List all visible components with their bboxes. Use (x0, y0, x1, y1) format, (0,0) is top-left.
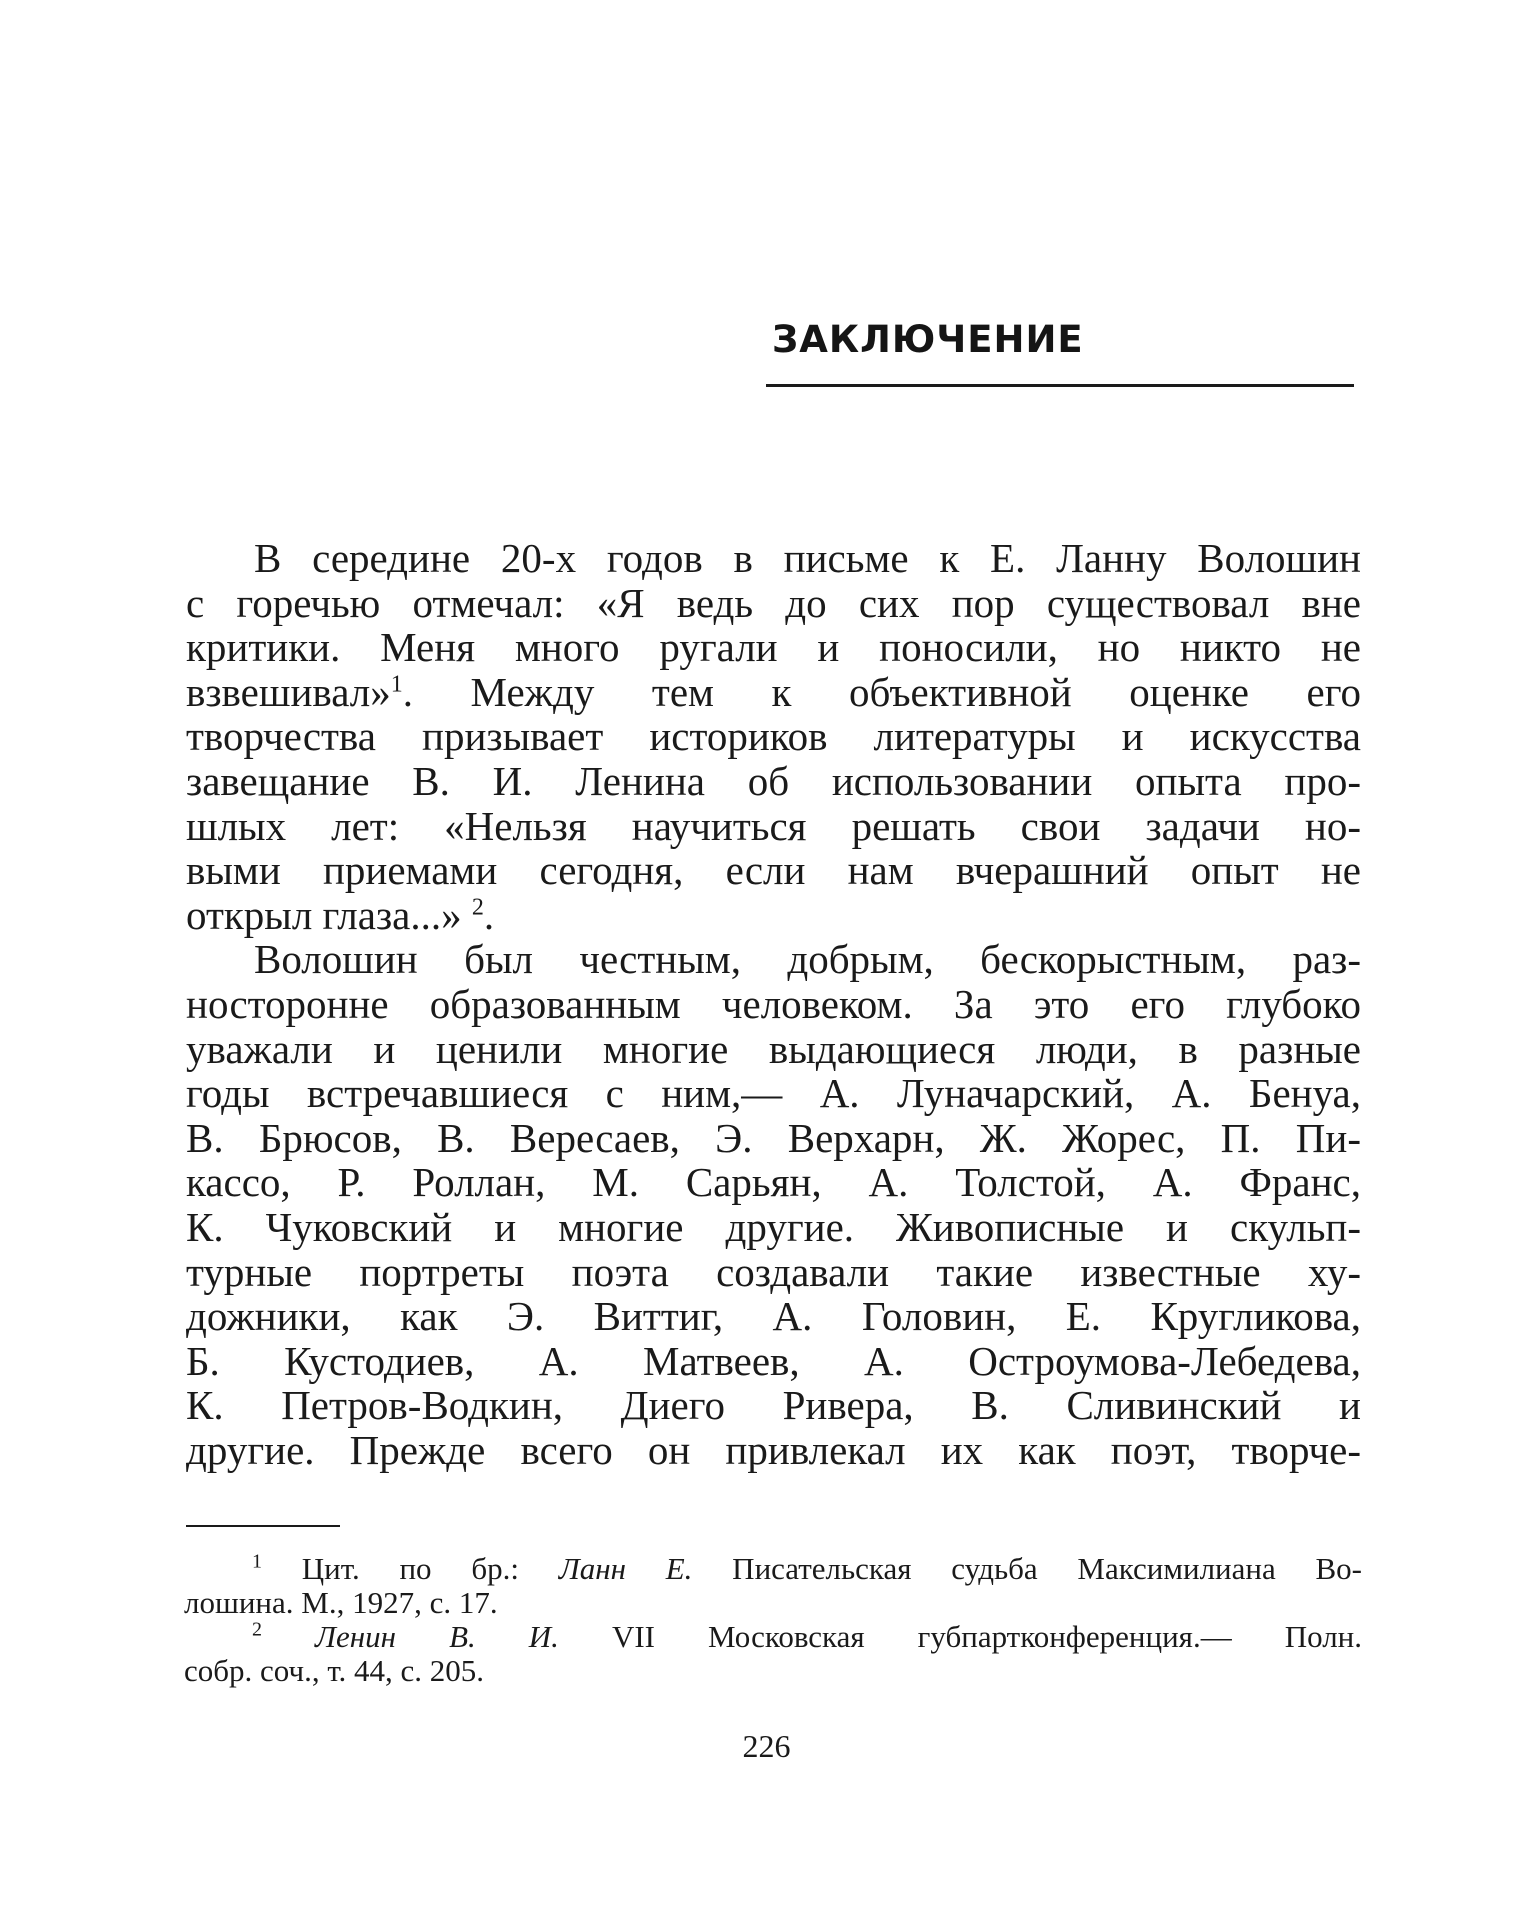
footnote-text: Писательская судьба Максимилиана Во- (692, 1551, 1362, 1586)
text-fragment: взвешивал» (186, 668, 391, 715)
text-line: шлых лет: «Нельзя научиться решать свои задачи но- (186, 802, 1361, 849)
text-line: завещание В. И. Ленина об использовании опыта про- (186, 757, 1361, 804)
text-line: с горечью отмечал: «Я ведь до сих пор существовал вне (186, 579, 1361, 626)
text-line: другие. Прежде всего он привлекал их как поэт, творче- (186, 1426, 1361, 1473)
footnote-1-continuation: лошина. М., 1927, с. 17. (184, 1585, 498, 1620)
footnote-number: 2 (252, 1618, 262, 1641)
footnote-text (262, 1619, 315, 1654)
text-line: турные портреты поэта создавали такие известные ху- (186, 1248, 1361, 1295)
footnote-ref: 1 (390, 671, 403, 698)
heading-underline (766, 384, 1354, 387)
footnote-1 (184, 1552, 1362, 1586)
footnote-separator (186, 1525, 340, 1527)
text-line: К. Петров-Водкин, Диего Ривера, В. Сливинский и (186, 1382, 1361, 1429)
footnote-number: 1 (252, 1550, 262, 1573)
text-line (186, 670, 1361, 715)
text-line: К. Чуковский и многие другие. Живописные и скульп- (186, 1203, 1361, 1250)
footnote-author: Ленин В. И. (315, 1619, 559, 1654)
text-line: Волошин был честным, добрым, бескорыстным, раз- (254, 936, 1361, 983)
body-text (186, 536, 1361, 1472)
text-line: носторонне образованным человеком. За это его глубоко (186, 980, 1361, 1027)
footnote-2 (184, 1620, 1362, 1654)
page-number: 226 (742, 1728, 791, 1764)
footnote-2-continuation: собр. соч., т. 44, с. 205. (184, 1653, 485, 1688)
text-fragment: открыл глаза...» (186, 891, 462, 938)
text-line: творчества призывает историков литературы и искусства (186, 713, 1361, 760)
footnote-text: VII Московская губпартконференция.— Полн. (558, 1619, 1363, 1654)
footnote-author: Ланн Е. (558, 1551, 693, 1586)
text-line: годы встречавшиеся с ним,— А. Луначарский, А. Бенуа, (186, 1070, 1361, 1117)
text-line: критики. Меня много ругали и поносили, но никто не (186, 624, 1361, 671)
text-line: В. Брюсов, В. Вересаев, Э. Верхарн, Ж. Жорес, П. Пи- (186, 1114, 1361, 1161)
footnote-ref: 2 (471, 894, 484, 921)
text-line: выми приемами сегодня, если нам вчерашний опыт не (186, 847, 1361, 894)
text-line: кассо, Р. Роллан, М. Сарьян, А. Толстой, А. Франс, (186, 1159, 1361, 1206)
footnotes (184, 1552, 1362, 1688)
text-line: Б. Кустодиев, А. Матвеев, А. Остроумова-Лебедева, (186, 1337, 1361, 1384)
chapter-heading: ЗАКЛЮЧЕНИЕ (772, 318, 1084, 361)
text-fragment: . (483, 891, 495, 938)
text-line: дожники, как Э. Виттиг, А. Головин, Е. Кругликова, (186, 1293, 1361, 1340)
text-fragment: . Между тем к объективной оценке его (402, 668, 1361, 715)
text-line: уважали и ценили многие выдающиеся люди, в разные (186, 1025, 1361, 1072)
text-line: В середине 20-х годов в письме к Е. Ланну Волошин (254, 535, 1361, 581)
footnote-text: Цит. по бр.: (262, 1551, 559, 1586)
text-line (186, 893, 1361, 938)
